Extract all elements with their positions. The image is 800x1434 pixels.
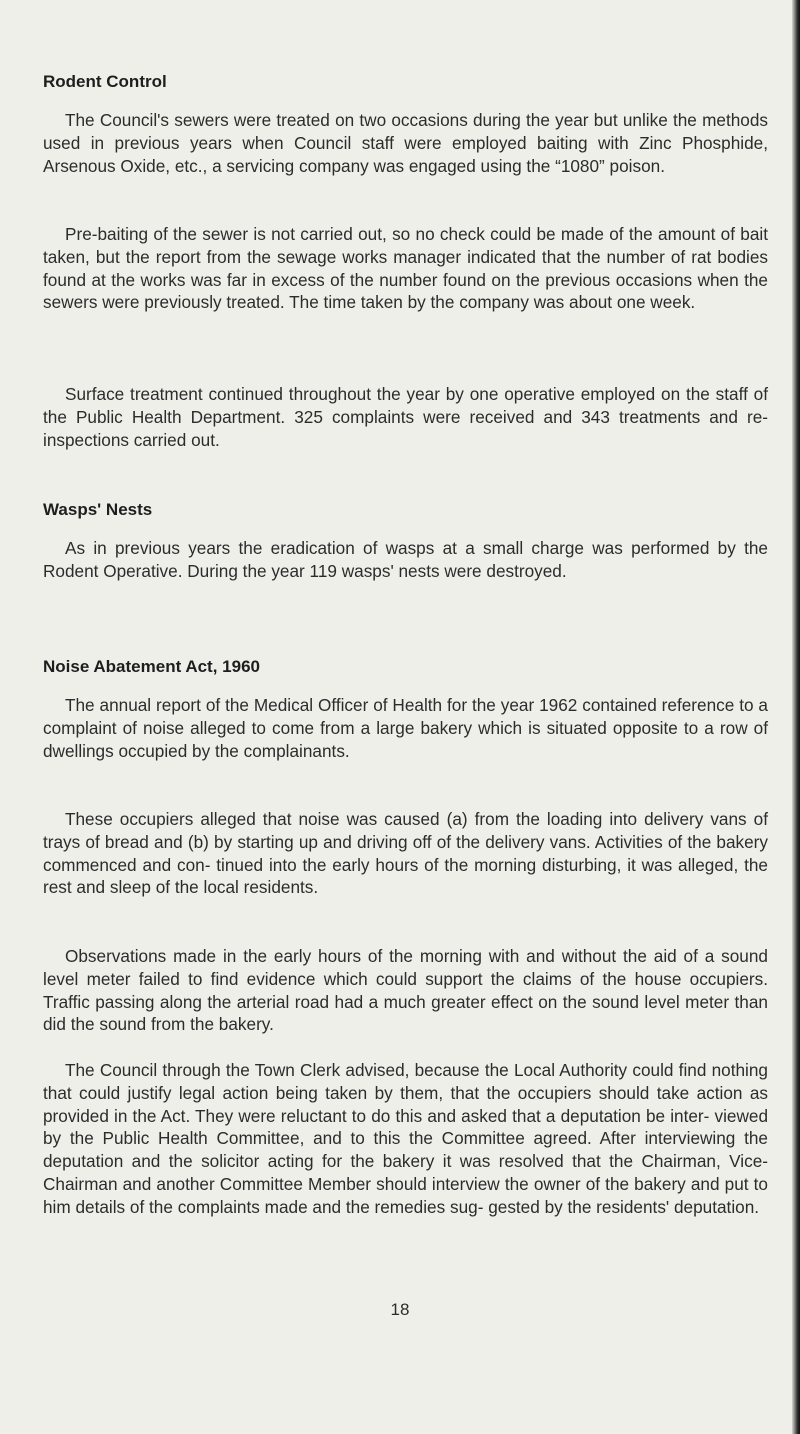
paragraph-noise-1: The annual report of the Medical Officer of Health for the year 1962 contained reference to a complaint of noise alleged to come from a large bakery which is situated opposite to a row of dwellings occupied by the complainants. xyxy=(43,695,768,761)
page-edge-shadow xyxy=(792,0,800,1434)
section-heading-rodent-control: Rodent Control xyxy=(43,72,167,91)
paragraph-wasps-1: As in previous years the eradication of wasps at a small charge was performed by the Rodent Operative. During the year 119 wasps' nests were destroyed. xyxy=(43,538,768,581)
section-heading-wasps-nests: Wasps' Nests xyxy=(43,500,153,519)
paragraph-noise-3: Observations made in the early hours of the morning with and without the aid of a sound level meter failed to find evidence which could support the claims of the house occupiers. Traffic passing along the arterial road had a much greater effect on the sound level meter than did the sound from the bakery. xyxy=(43,946,768,1035)
paragraph-noise-2: These occupiers alleged that noise was caused (a) from the loading into delivery vans of trays of bread and (b) by starting up and driving off of the delivery vans. Activities of the bakery commenced and con- tinued into the early hours of the morning disturbing, it was alleged, the rest and sleep of the local residents. xyxy=(43,809,768,898)
paragraph-noise-4: The Council through the Town Clerk advised, because the Local Authority could find nothing that could justify legal action being taken by them, that the occupiers should take action as provided in the Act. They were reluctant to do this and asked that a deputation be inter- viewed by the Public Health Committee, and to this the Committee agreed. After interviewing the deputation and the solicitor acting for the bakery it was resolved that the Chairman, Vice-Chairman and another Committee Member should interview the owner of the bakery and put to him details of the complaints made and the remedies sug- gested by the residents' deputation. xyxy=(43,1060,768,1217)
page-number: 18 xyxy=(390,1300,410,1319)
paragraph-rodent-1: The Council's sewers were treated on two occasions during the year but unlike the methods used in previous years when Council staff were employed baiting with Zinc Phosphide, Arsenous Oxide, etc., a servicing company was engaged using the “1080” poison. xyxy=(43,110,768,176)
paragraph-rodent-2: Pre-baiting of the sewer is not carried out, so no check could be made of the amount of bait taken, but the report from the sewage works manager indicated that the number of rat bodies found at the works was far in excess of the number found on the previous occasions when the sewers were previously treated. The time taken by the company was about one week. xyxy=(43,224,768,313)
paragraph-rodent-3: Surface treatment continued throughout the year by one operative employed on the staff of the Public Health Department. 325 complaints were received and 343 treatments and re-inspections carried out. xyxy=(43,384,768,450)
section-heading-noise-abatement: Noise Abatement Act, 1960 xyxy=(43,657,260,676)
